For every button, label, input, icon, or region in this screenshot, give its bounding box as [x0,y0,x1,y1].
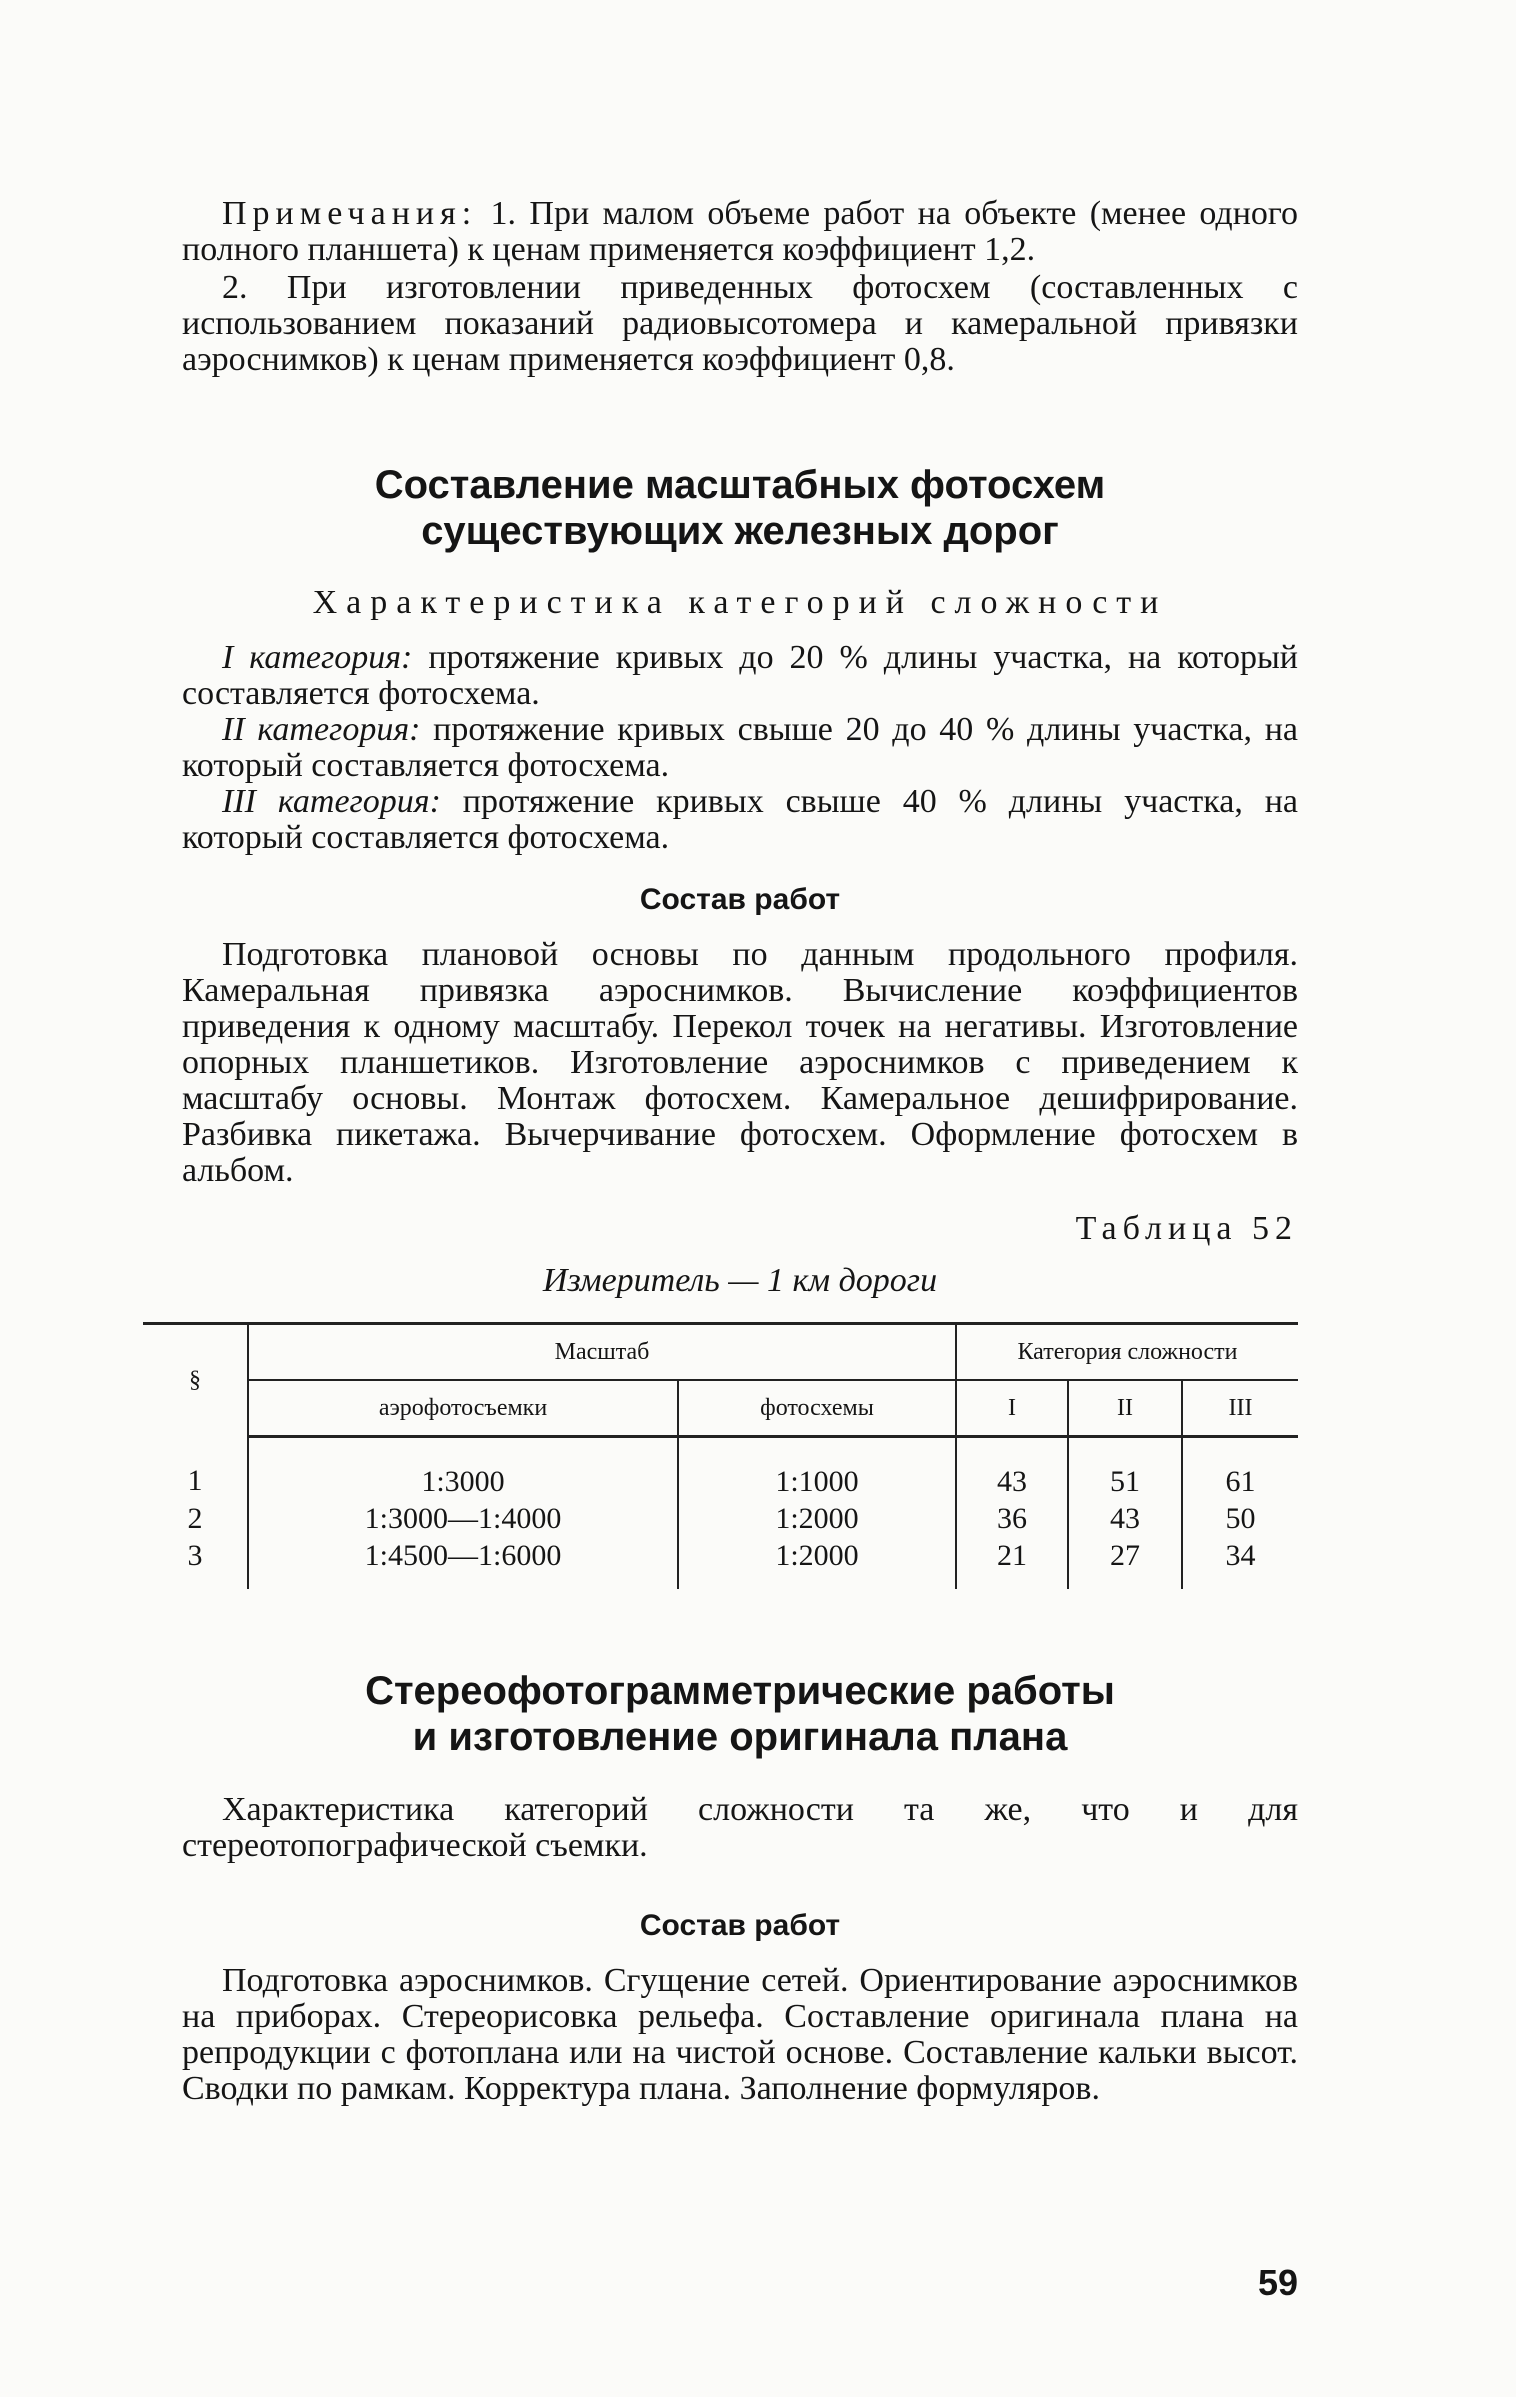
section2-intro [182,1792,1298,1864]
category-3 [182,784,1298,856]
table-row [143,1537,1298,1589]
work-heading-2: Состав работ [639,1909,841,1942]
col-section: § [189,1367,201,1394]
row-cat-ii: 43 [1068,1500,1182,1537]
work-block-2 [182,1963,1298,2107]
table-row [143,1500,1298,1537]
col-category: Категория сложности [956,1324,1298,1381]
row-number: 1 [187,1463,203,1497]
page-number: 59 [1257,2262,1298,2303]
table-row [143,1437,1298,1501]
row-cat-ii: 51 [1068,1437,1182,1501]
col-cat-ii: II [1068,1380,1182,1437]
section1-title-line2: существующих железных дорог [421,509,1059,553]
category-3-label: III категория: [222,783,441,820]
row-number: 2 [187,1502,203,1535]
work-block-1 [182,937,1298,1189]
row-aerial: 1:4500—1:6000 [248,1537,678,1589]
row-cat-i: 43 [956,1437,1068,1501]
row-cat-i: 36 [956,1500,1068,1537]
category-1-text: протяжение кривых до 20 % длины участка, на который составляется фотосхема. [182,639,1298,712]
section2-title [182,1668,1298,1760]
section1-title [182,462,1298,554]
category-3-text: протяжение кривых свыше 40 % длины участка, на который составляется фотосхема. [182,783,1299,856]
row-photo: 1:2000 [678,1500,956,1537]
category-2-text: протяжение кривых свыше 20 до 40 % длины участка, на который составляется фотосхема. [182,711,1298,784]
note-1 [182,196,1298,268]
work-heading-1: Состав работ [639,883,841,916]
section1-title-line1: Составление масштабных фотосхем [374,463,1106,507]
categories-heading: Характеристика категорий сложности [312,584,1168,621]
section2-title-line1: Стереофотограмметрические работы [365,1669,1115,1713]
row-cat-ii: 27 [1068,1537,1182,1589]
categories-block [182,640,1298,856]
col-cat-iii: III [1182,1380,1298,1437]
col-photo: фотосхемы [678,1380,956,1437]
row-cat-iii: 34 [1182,1537,1298,1589]
section2-title-line2: и изготовление оригинала плана [412,1715,1068,1759]
price-table [143,1322,1298,1589]
table-label: Таблица 52 [1075,1210,1298,1247]
category-1-label: I категория: [222,639,413,676]
category-1 [182,640,1298,712]
col-scale: Масштаб [248,1324,956,1381]
row-aerial: 1:3000 [248,1437,678,1501]
col-aerial: аэрофотосъемки [248,1380,678,1437]
row-cat-iii: 50 [1182,1500,1298,1537]
note-2: 2. При изготовлении приведенных фотосхем (составленных с использованием показаний радиовысотомера и камеральной привязки аэроснимков) к ценам применяется коэффициент 0,8. [182,269,1298,378]
row-cat-iii: 61 [1182,1437,1298,1501]
col-cat-i: I [956,1380,1068,1437]
row-number: 3 [187,1539,203,1572]
notes-block [182,196,1298,378]
row-photo: 1:2000 [678,1537,956,1589]
work-text-1: Подготовка плановой основы по данным продольного профиля. Камеральная привязка аэроснимков. Вычисление коэффициентов приведения к одному масштабу. Перекол точек на негативы. Изготовление опорных планшетиков. Изготовление аэроснимков с приведением к масштабу основы. Монтаж фотосхем. Камеральное дешифрирование. Разбивка пикетажа. Вычерчивание фотосхем. Оформление фотосхем в альбом. [182,936,1298,1189]
row-photo: 1:1000 [678,1437,956,1501]
row-aerial: 1:3000—1:4000 [248,1500,678,1537]
notes-label: Примечания: [222,195,478,232]
note-1-text: 1. При малом объеме работ на объекте (менее одного полного планшета) к ценам применяется коэффициент 1,2. [182,195,1298,268]
category-2-label: II категория: [222,711,421,748]
work-text-2: Подготовка аэроснимков. Сгущение сетей. Ориентирование аэроснимков на приборах. Стереорисовка рельефа. Составление оригинала плана на репродукции с фотоплана или на чистой основе. Составление кальки высот. Сводки по рамкам. Корректура плана. Заполнение формуляров. [182,1962,1298,2107]
category-2 [182,712,1298,784]
table-measure: Измеритель — 1 км дороги [542,1262,938,1299]
section2-text: Характеристика категорий сложности та же, что и для стереотопографической съемки. [182,1791,1298,1864]
row-cat-i: 21 [956,1537,1068,1589]
